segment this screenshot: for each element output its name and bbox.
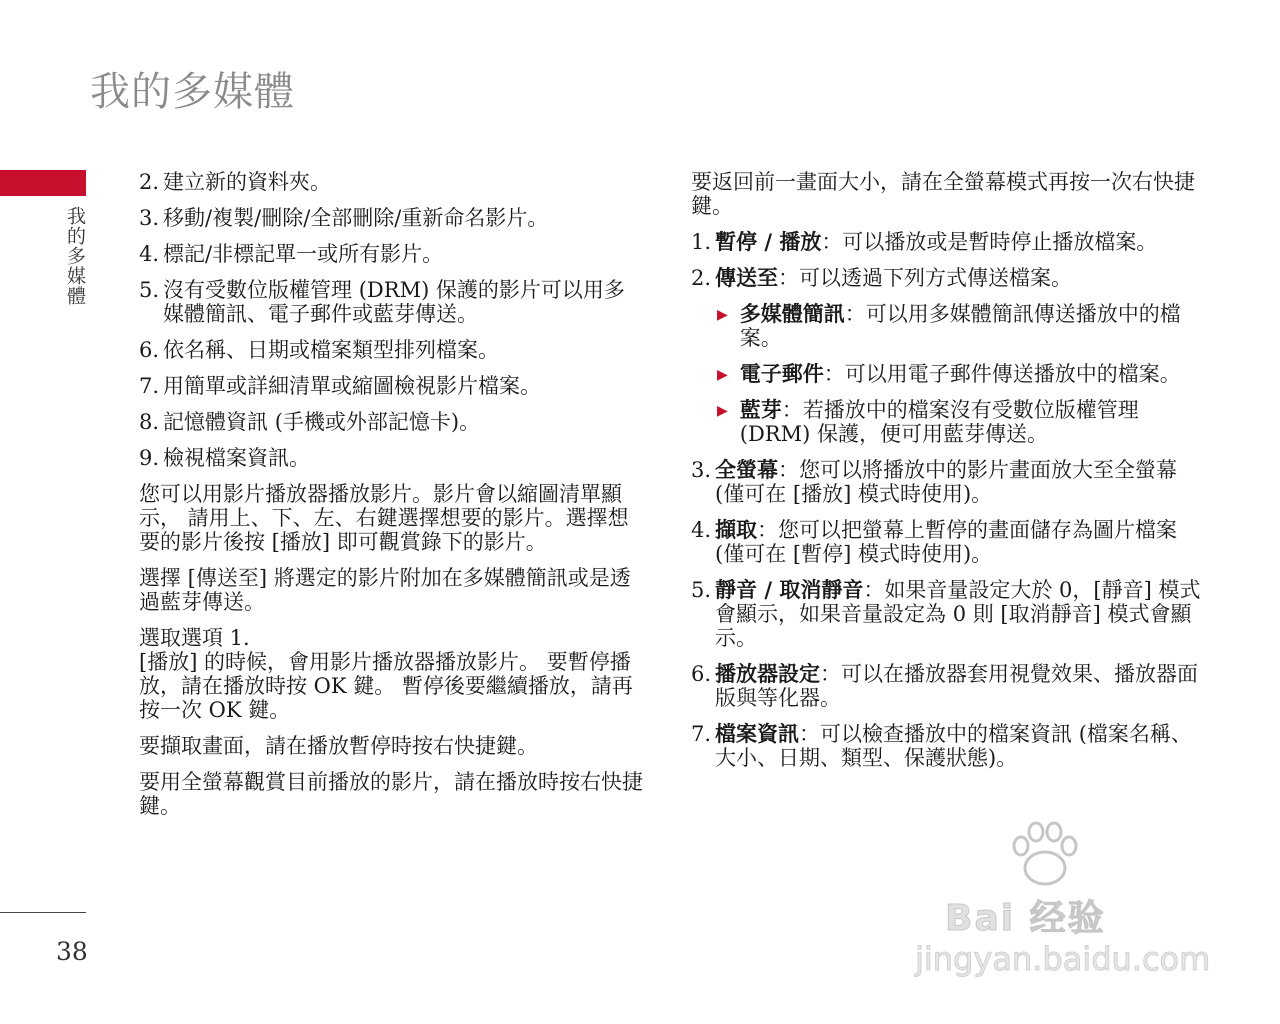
option-name: 檔案資訊	[715, 721, 800, 746]
body-paragraph: 選取選項 1.	[139, 626, 250, 650]
section-color-bar	[0, 170, 86, 196]
option-item: 2. 傳送至：可以透過下列方式傳送檔案。	[691, 265, 1073, 290]
triangle-bullet-icon: ▶	[717, 307, 728, 323]
watermark-brand: Bai 经验	[945, 898, 1106, 939]
page-number: 38	[56, 937, 88, 966]
option-item: 5. 靜音 / 取消靜音：如果音量設定大於 0，[靜音] 模式會顯示，如果音量設定為 0 則 [取消靜音] 模式會顯示。	[691, 577, 1201, 650]
list-item: 2. 建立新的資料夾。	[139, 170, 332, 194]
option-name: 傳送至	[715, 265, 779, 290]
list-item: 5. 沒有受數位版權管理 (DRM) 保護的影片可以用多媒體簡訊、電子郵件或藍芽傳送。	[139, 278, 625, 326]
list-item: 9. 檢視檔案資訊。	[139, 446, 311, 470]
side-section-label: 我的多媒體	[64, 206, 86, 306]
right-column	[691, 170, 1201, 782]
body-paragraph: 要擷取畫面，請在播放暫停時按右快捷鍵。	[139, 734, 538, 758]
list-item: 6. 依名稱、日期或檔案類型排列檔案。	[139, 338, 500, 362]
list-item: 8. 記憶體資訊 (手機或外部記憶卡)。	[139, 410, 481, 434]
footer-divider	[0, 912, 86, 913]
option-item: 6. 播放器設定：可以在播放器套用視覺效果、播放器面版與等化器。	[691, 661, 1199, 710]
triangle-bullet-icon: ▶	[717, 367, 728, 383]
option-item: 3. 全螢幕：您可以將播放中的影片畫面放大至全螢幕 (僅可在 [播放] 模式時使用)。	[691, 457, 1178, 506]
option-name: 播放器設定	[715, 661, 821, 686]
option-name: 全螢幕	[715, 457, 779, 482]
option-item: 1. 暫停 / 播放：可以播放或是暫時停止播放檔案。	[691, 229, 1158, 254]
list-item: 3. 移動/複製/刪除/全部刪除/重新命名影片。	[139, 206, 549, 230]
body-paragraph: [播放] 的時候，會用影片播放器播放影片。 要暫停播放，請在播放時按 OK 鍵。 暫停後要繼續播放，請再按一次 OK 鍵。	[139, 650, 633, 722]
option-name: 擷取	[715, 517, 758, 542]
body-paragraph: 選擇 [傳送至] 將選定的影片附加在多媒體簡訊或是透過藍芽傳送。	[139, 566, 631, 614]
baidu-watermark	[905, 820, 1211, 980]
page-header-title: 我的多媒體	[90, 69, 295, 115]
sub-option-item: ▶ 多媒體簡訊：可以用多媒體簡訊傳送播放中的檔案。	[717, 301, 1181, 350]
list-item: 4. 標記/非標記單一或所有影片。	[139, 242, 444, 266]
sub-option-item: ▶ 藍芽：若播放中的檔案沒有受數位版權管理 (DRM) 保護，便可用藍芽傳送。	[717, 397, 1139, 446]
body-paragraph: 要用全螢幕觀賞目前播放的影片，請在播放時按右快捷鍵。	[139, 770, 643, 818]
list-item: 7. 用簡單或詳細清單或縮圖檢視影片檔案。	[139, 374, 542, 398]
triangle-bullet-icon: ▶	[717, 403, 728, 419]
option-name: 靜音 / 取消靜音	[715, 577, 864, 602]
option-name: 暫停 / 播放	[715, 229, 822, 254]
option-item: 7. 檔案資訊：可以檢查播放中的檔案資訊 (檔案名稱、大小、日期、類型、保護狀態)。	[691, 721, 1192, 770]
intro-paragraph: 要返回前一畫面大小，請在全螢幕模式再按一次右快捷鍵。	[691, 170, 1195, 218]
watermark-url: jingyan.baidu.com	[915, 940, 1211, 978]
option-item: 4. 擷取：您可以把螢幕上暫停的畫面儲存為圖片檔案 (僅可在 [暫停] 模式時使用)。	[691, 517, 1178, 566]
left-column	[139, 170, 644, 830]
body-paragraph: 您可以用影片播放器播放影片。影片會以縮圖清單顯示， 請用上、下、左、右鍵選擇想要的影片。選擇想要的影片後按 [播放] 即可觀賞錄下的影片。	[139, 482, 629, 554]
sub-option-item: ▶ 電子郵件：可以用電子郵件傳送播放中的檔案。	[717, 361, 1181, 386]
paw-logo-icon	[1005, 820, 1085, 890]
